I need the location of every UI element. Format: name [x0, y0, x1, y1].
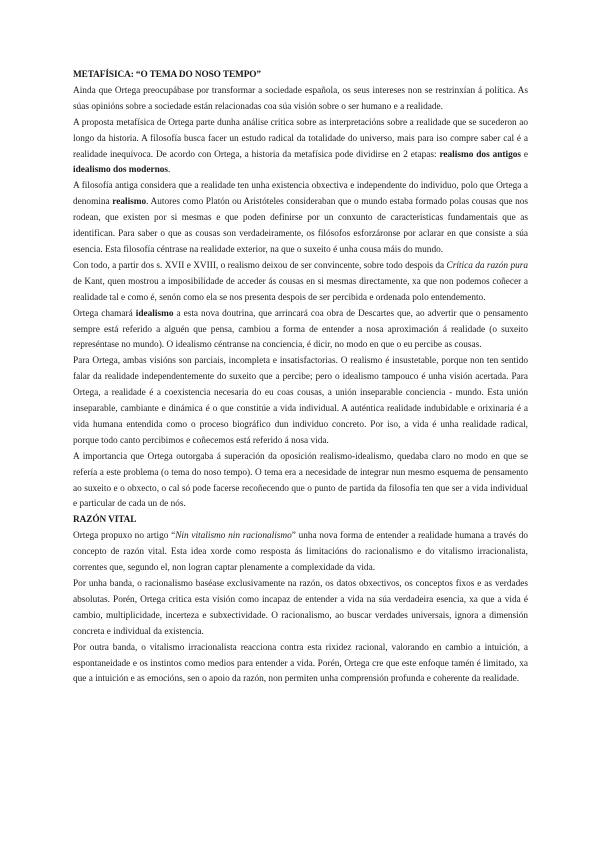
- paragraph: Por unha banda, o racionalismo baséase exclusivamente na razón, os datos obxectivos, os conceptos fixos e as verdades absolutas. Porén, Ortega critica esta visión como incapaz de entender a vida na súa verdadeira esencia, xa que a vida é cambio, multiplicidade, incerteza e subxectividade. O racionalismo, ao buscar verdades universais, ignora a dimensión concreta e individual da existencia.: [73, 579, 528, 637]
- paragraph: Para Ortega, ambas visións son parciais, incompleta e insatisfactorias. O realismo é insustetable, porque non ten sentido falar da realidade independentemente do suxeito que a percibe; pero o idealismo tampouco é unha visión acertada. Para Ortega, a realidade é a coexistencia necesaria do eu coas cousas, a unión inseparable conciencia - mundo. Esta unión inseparable, cambiante e dinámica é o que constitúe a vida individual. A auténtica realidade indubidable e orixinaria é a vida humana entendida como o proceso biográfico dun individuo concreto. Por iso, a vida é unha realidade radical, porque todo canto percibimos e coñecemos está referido á nosa vida.: [73, 356, 528, 446]
- paragraph-text: ” unha nova forma de entender a realidade humana a través do concepto de razón vital. Esta idea xorde como resposta ás limitacións do racionalismo e do vitalismo irracionalista, correntes que, segundo el, non logran captar plenamente a complexidade da vida.: [73, 531, 528, 574]
- section-title-razon-vital: RAZÓN VITAL: [73, 515, 137, 526]
- paragraph-text: . Autores como Platón ou Aristóteles consideraban que o mundo estaba formado polas cousas que nos rodean, que existen por si mesmas e que poden definirse por un conxunto de características fundamentais que as identifican. Para saber o que as cousas son verdadeiramente, os filósofos esforzáronse por aclarar en que consiste a súa esencia. Esta filosofía céntrase na realidade exterior, na que o suxeito é unha cousa máis do mundo.: [73, 197, 528, 255]
- bold-term-idealismo-modernos: idealismo dos modernos: [73, 165, 169, 176]
- paragraph-text: A proposta metafísica de Ortega parte dunha análise crítica sobre as interpretacións sobre a realidade que se sucederon ao longo da historia. A filosofía busca facer un estudo radical da totalidade do universo, mais para iso compre saber cal é a realidade inequívoca. De acordo con Ortega, a historia da metafísica pode dividirse en 2 etapas:: [73, 117, 528, 160]
- bold-term-realismo-antigos: realismo dos antigos: [439, 149, 521, 160]
- section-title-metafisica: METAFÍSICA: “O TEMA DO NOSO TEMPO”: [73, 70, 261, 80]
- paragraph: [73, 259, 528, 307]
- paragraph: Por outra banda, o vitalismo irracionalista reacciona contra esta rixidez racional, valorando en cambio a intuición, a espontaneidade e os instintos como medios para entender a vida. Porén, Ortega cre que este enfoque tamén é limitado, xa que a intuición e as emocións, sen o apoio da razón, non permiten unha comprensión profunda e coherente da realidade.: [73, 642, 528, 685]
- document-body: [73, 68, 528, 688]
- italic-article-title: Nin vitalismo nin racionalismo: [175, 531, 292, 542]
- paragraph-text: a esta nova doutrina, que arrincará coa obra de Descartes que, ao advertir que o pensamento sempre está referido a alguén que pensa, cambiou a forma de entender a nosa aproximación á realidade (o suxeito represéntase no mundo). O idealismo céntranse na conciencia, é dicir, no modo en que o eu percibe as cousas.: [73, 308, 528, 351]
- paragraph: [73, 307, 528, 355]
- italic-work-title: Crítica da razón pura: [446, 260, 529, 271]
- paragraph: [73, 116, 528, 180]
- bold-term-idealismo: idealismo: [135, 308, 174, 319]
- paragraph-text: e: [520, 149, 528, 160]
- paragraph: [73, 179, 528, 259]
- paragraph-text: de Kant, quen mostrou a imposibilidade de acceder ás cousas en si mesmas directamente, xa que non podemos coñecer a realidade tal e como é, senón como ela se nos presenta despois de ser percibida e ordenada polo entendemento.: [73, 276, 528, 303]
- paragraph-text: Con todo, a partir dos s. XVII e XVIII, o realismo deixou de ser convincente, sobre todo despois da: [73, 260, 447, 271]
- paragraph: [73, 529, 528, 577]
- paragraph-text: Ortega propuxo no artigo “: [73, 531, 176, 542]
- paragraph: Ainda que Ortega preocupábase por transformar a sociedade española, os seus intereses non se restrinxían á política. As súas opinións sobre a sociedade están relacionadas coa súa visión sobre o ser humano e a realidade.: [73, 85, 528, 112]
- paragraph-text: A filosofía antiga considera que a realidade ten unha existencia obxectiva e independente do individuo, polo que Ortega a denomina: [73, 181, 528, 208]
- paragraph-text: Ortega chamará: [73, 308, 136, 319]
- paragraph: A importancia que Ortega outorgaba á superación da oposición realismo-idealismo, quedaba claro no modo en que se refería a este problema (o tema do noso tempo). O tema era a necesidade de integrar nun mesmo esquema de pensamento ao suxeito e o obxecto, o cal só pode facerse recoñecendo que o punto de partida da filosofía ten que ser a vida individual e particular de cada un de nós.: [73, 451, 528, 510]
- paragraph-text: .: [168, 165, 171, 176]
- bold-term-realismo: realismo: [112, 197, 147, 208]
